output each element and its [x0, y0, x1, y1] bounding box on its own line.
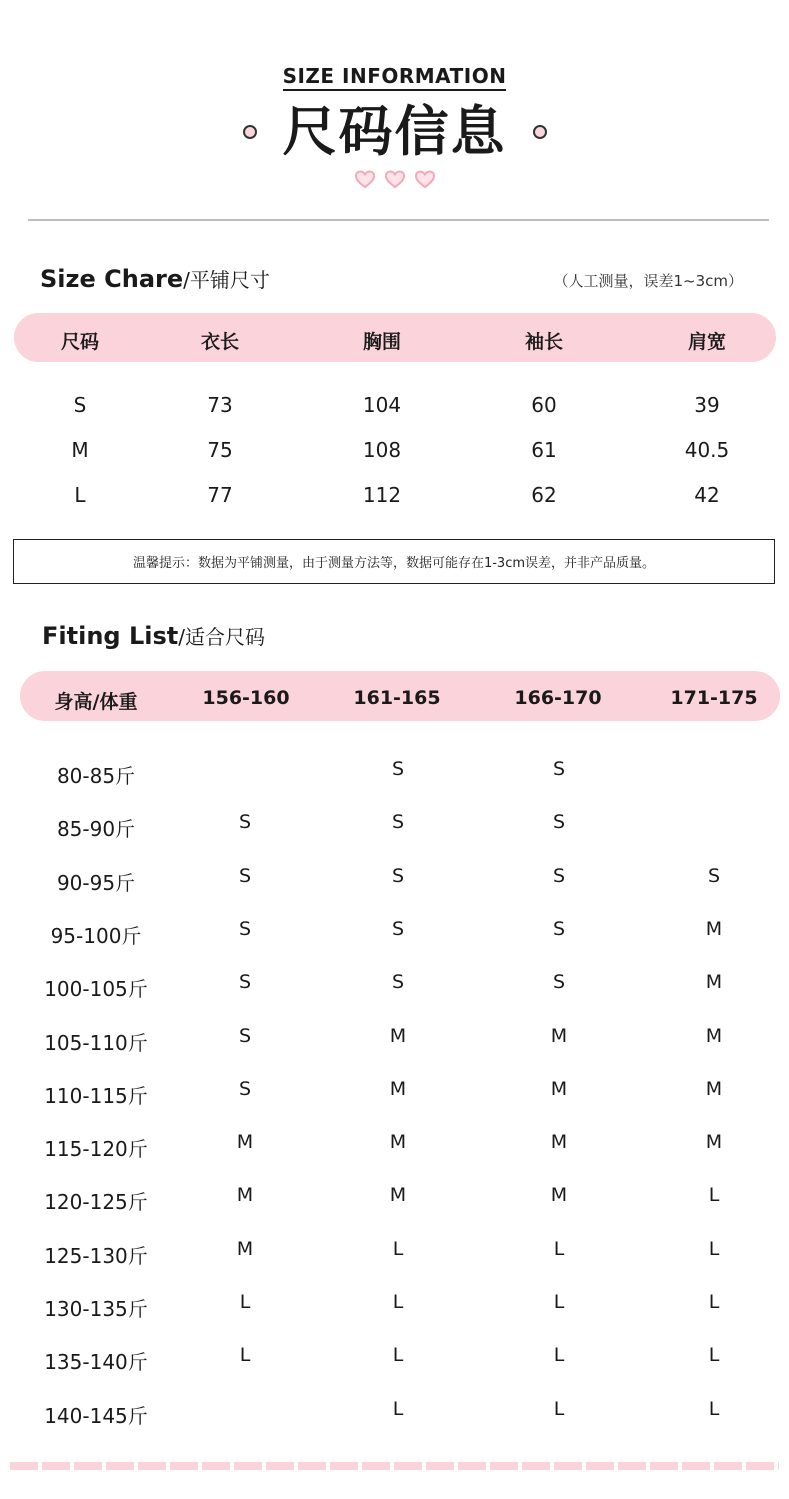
heart-icon [385, 170, 405, 190]
fitting-size-cell: L [392, 1291, 404, 1313]
right-circle-icon [533, 125, 547, 139]
fitting-size-cell: S [552, 864, 566, 887]
header-subtitle-text: SIZE INFORMATION [283, 64, 507, 91]
size-chart-cell: M [71, 438, 89, 462]
fitting-size-cell: M [236, 1237, 254, 1260]
heart-icon [415, 170, 435, 190]
fitting-size-cell: S [238, 917, 252, 940]
size-chart-cell: 40.5 [684, 438, 730, 462]
size-chart-title-en: Size Chare [40, 265, 184, 293]
size-chart-cell: S [73, 393, 87, 417]
weight-range-label: 90-95斤 [56, 870, 136, 895]
size-chart-column-header: 尺码 [60, 331, 100, 353]
size-chart-cell: 60 [531, 393, 557, 417]
fitting-list-column-header: 156-160 [202, 687, 290, 709]
size-chart-cell: 62 [531, 483, 557, 507]
measurement-note: （人工测量，误差1~3cm） [553, 272, 743, 290]
fitting-size-cell: M [705, 1131, 723, 1154]
fitting-size-cell: L [708, 1237, 720, 1260]
size-chart-cell: L [74, 483, 86, 507]
weight-range-label: 115-120斤 [44, 1137, 148, 1162]
weight-range-label: 125-130斤 [44, 1243, 148, 1268]
fitting-list-column-header: 身高/体重 [54, 691, 138, 713]
size-chart-title [40, 264, 270, 293]
size-chart-cell: 61 [531, 438, 557, 462]
heart-icon [355, 170, 375, 190]
tip-text: 温馨提示：数据为平铺测量，由于测量方法等，数据可能存在1-3cm误差，并非产品质量。 [132, 556, 656, 571]
hearts-decoration [0, 170, 789, 192]
weight-range-label: 105-110斤 [44, 1030, 148, 1055]
fitting-size-cell: L [392, 1397, 404, 1420]
fitting-size-cell: S [552, 811, 566, 834]
fitting-size-cell: S [238, 811, 252, 834]
fitting-size-cell: L [708, 1291, 720, 1313]
fitting-list-title-cn: /适合尺码 [178, 625, 265, 649]
weight-range-label: 95-100斤 [50, 923, 142, 948]
weight-range-label: 135-140斤 [44, 1350, 148, 1375]
page-title: 尺码信息 [282, 100, 507, 163]
fitting-size-cell: S [391, 758, 405, 780]
tip-box [13, 539, 775, 584]
fitting-size-cell: L [553, 1344, 565, 1367]
fitting-size-cell: S [552, 758, 566, 780]
size-chart-column-header: 袖长 [524, 331, 564, 353]
fitting-size-cell: L [553, 1237, 565, 1260]
fitting-size-cell: M [705, 1024, 723, 1047]
fitting-size-cell: S [552, 971, 566, 994]
bottom-decoration-band [10, 1462, 779, 1470]
fitting-size-cell: S [391, 864, 405, 887]
fitting-size-cell: L [708, 1184, 720, 1207]
fitting-list-title [42, 621, 265, 650]
fitting-list-title-en: Fiting List [42, 622, 179, 650]
weight-range-label: 80-85斤 [56, 764, 136, 788]
size-chart-title-cn: /平铺尺寸 [183, 268, 270, 292]
fitting-size-cell: M [236, 1184, 254, 1207]
size-chart-column-header: 胸围 [362, 331, 402, 353]
fitting-size-cell: S [238, 971, 252, 994]
fitting-size-cell: S [238, 1024, 252, 1047]
fitting-size-cell: S [238, 864, 252, 887]
weight-range-label: 85-90斤 [56, 817, 136, 842]
size-chart-cell: 108 [362, 438, 402, 462]
size-chart-cell: 104 [362, 393, 402, 417]
weight-range-label: 110-115斤 [44, 1083, 148, 1108]
fitting-size-cell: L [239, 1344, 251, 1367]
fitting-size-cell: M [550, 1131, 568, 1154]
size-chart-cell: 77 [207, 483, 233, 507]
size-chart-column-header: 衣长 [200, 331, 240, 353]
fitting-size-cell: L [708, 1344, 720, 1367]
fitting-size-cell: S [391, 917, 405, 940]
fitting-size-cell: M [550, 1077, 568, 1100]
left-circle-icon [243, 125, 257, 139]
size-chart-cell: 73 [207, 393, 233, 417]
fitting-size-cell: M [389, 1131, 407, 1154]
size-chart-cell: 112 [362, 483, 402, 507]
weight-range-label: 130-135斤 [44, 1297, 148, 1321]
fitting-size-cell: M [389, 1077, 407, 1100]
fitting-size-cell: M [389, 1024, 407, 1047]
fitting-size-cell: L [392, 1344, 404, 1367]
fitting-size-cell: L [553, 1397, 565, 1420]
fitting-size-cell: M [705, 917, 723, 940]
weight-range-label: 100-105斤 [44, 977, 148, 1002]
fitting-list-column-header: 161-165 [353, 687, 441, 709]
fitting-size-cell: L [708, 1397, 720, 1420]
fitting-list-column-header: 171-175 [670, 687, 758, 709]
weight-range-label: 140-145斤 [44, 1403, 148, 1428]
fitting-size-cell: S [238, 1077, 252, 1100]
header-title-row [0, 100, 789, 164]
fitting-size-cell: M [550, 1184, 568, 1207]
fitting-size-cell: L [392, 1237, 404, 1260]
fitting-size-cell: S [552, 917, 566, 940]
fitting-size-cell: M [705, 971, 723, 994]
fitting-size-cell: M [705, 1077, 723, 1100]
fitting-list-column-header: 166-170 [514, 687, 602, 709]
size-chart-cell: 39 [694, 393, 720, 417]
header-subtitle [0, 64, 789, 88]
fitting-size-cell: S [391, 811, 405, 834]
fitting-size-cell: M [236, 1131, 254, 1154]
weight-range-label: 120-125斤 [44, 1190, 148, 1215]
fitting-size-cell: M [550, 1024, 568, 1047]
fitting-size-cell: S [707, 864, 721, 887]
fitting-size-cell: L [239, 1291, 251, 1313]
size-chart-cell: 75 [207, 438, 233, 462]
divider [28, 219, 769, 221]
fitting-size-cell: S [391, 971, 405, 994]
size-chart-cell: 42 [694, 483, 720, 507]
size-chart-column-header: 肩宽 [687, 331, 727, 353]
fitting-size-cell: L [553, 1291, 565, 1313]
fitting-size-cell: M [389, 1184, 407, 1207]
